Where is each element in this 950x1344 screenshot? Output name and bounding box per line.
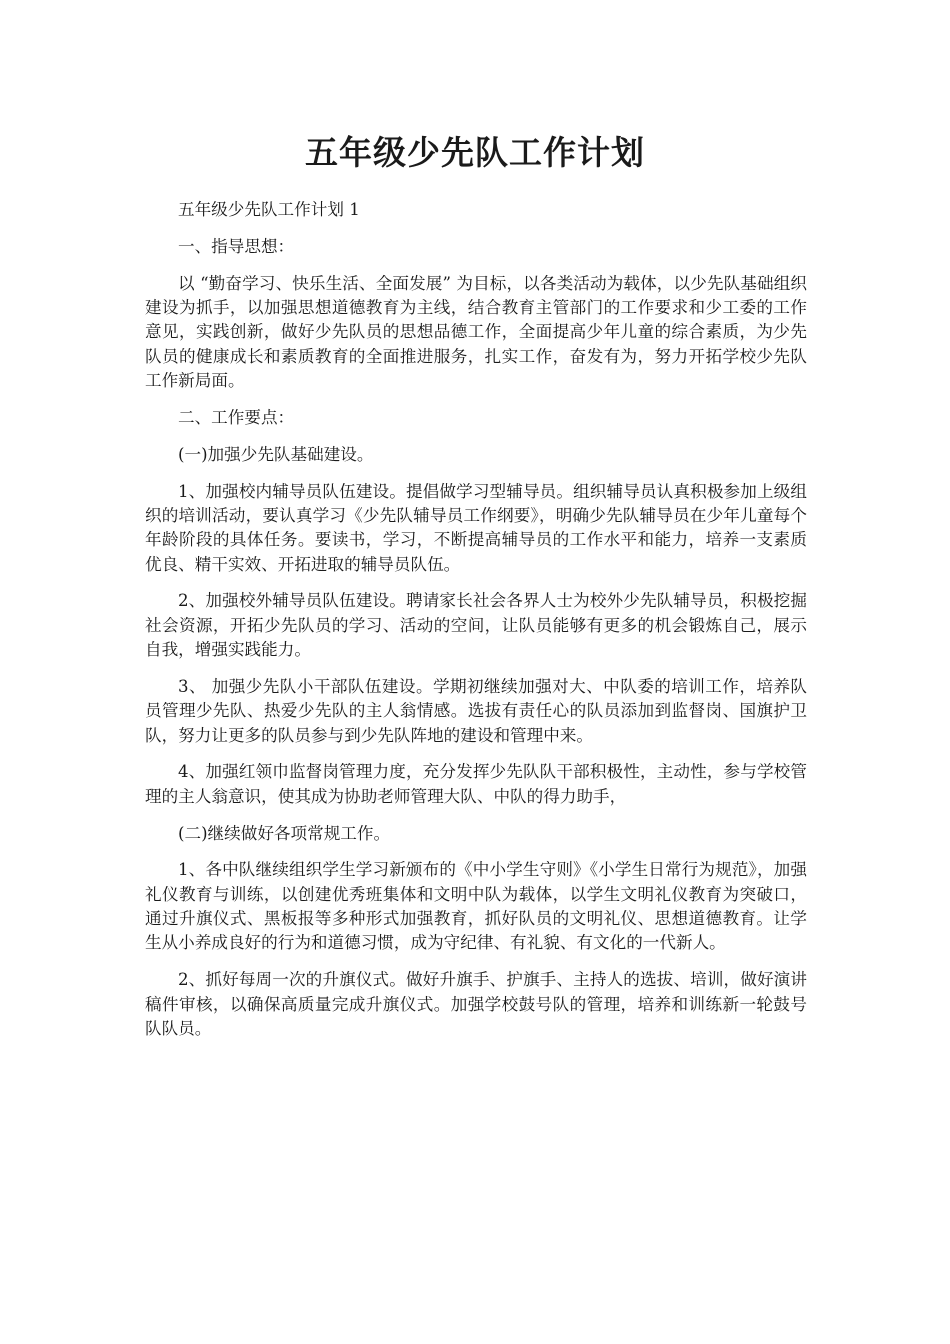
paragraph-subsection-foundation: (一)加强少先队基础建设。 [178,444,374,464]
document-title: 五年级少先队工作计划 [305,133,645,172]
paragraph-item-3: 3、 加强少先队小干部队伍建设。学期初继续加强对大、中队委的培训工作，培养队员管理少先队、热爱少先队的主人翁情感。选拔有责任心的队员添加到监督岗、国旗护卫队，努力让更多的队员参与到少先队阵地的建设和管理中来。 [145,676,807,745]
paragraph-guiding-thought-text: 以 “勤奋学习、快乐生活、全面发展” 为目标，以各类活动为载体，以少先队基础组织建设为抓手，以加强思想道德教育为主线，结合教育主管部门的工作要求和少工委的工作意见，实践创新，做好少先队员的思想品德工作，全面提高少年儿童的综合素质，为少先队员的健康成长和素质教育的全面推进服务，扎实工作，奋发有为，努力开拓学校少先队工作新局面。 [145,273,807,390]
document-body [145,198,807,1054]
paragraph-item-2: 2、加强校外辅导员队伍建设。聘请家长社会各界人士为校外少先队辅导员，积极挖掘社会资源，开拓少先队员的学习、活动的空间，让队员能够有更多的机会锻炼自己，展示自我，增强实践能力。 [145,591,807,660]
paragraph-section-work-points: 二、工作要点： [178,407,295,427]
paragraph-section-guiding-thought: 一、指导思想： [178,236,295,256]
paragraph-plan-heading: 五年级少先队工作计划 1 [178,200,360,219]
paragraph-subsection-routine: (二)继续做好各项常规工作。 [178,823,391,843]
paragraph-routine-item-2: 2、抓好每周一次的升旗仪式。做好升旗手、护旗手、主持人的选拔、培训，做好演讲稿件审核，以确保高质量完成升旗仪式。加强学校鼓号队的管理，培养和训练新一轮鼓号队队员。 [145,970,807,1038]
paragraph-item-4: 4、加强红领巾监督岗管理力度，充分发挥少先队队干部积极性，主动性，参与学校管理的主人翁意识，使其成为协助老师管理大队、中队的得力助手， [145,762,807,806]
paragraph-item-1: 1、加强校内辅导员队伍建设。提倡做学习型辅导员。组织辅导员认真积极参加上级组织的培训活动，要认真学习《少先队辅导员工作纲要》，明确少先队辅导员在少年儿童每个年龄阶段的具体任务。要读书，学习，不断提高辅导员的工作水平和能力，培养一支素质优良、精干实效、开拓进取的辅导员队伍。 [145,481,807,574]
paragraph-routine-item-1: 1、各中队继续组织学生学习新颁布的《中小学生守则》《小学生日常行为规范》，加强礼仪教育与训练，以创建优秀班集体和文明中队为载体，以学生文明礼仪教育为突破口，通过升旗仪式、黑板报等多种形式加强教育，抓好队员的文明礼仪、思想道德教育。让学生从小养成良好的行为和道德习惯，成为守纪律、有礼貌、有文化的一代新人。 [145,860,807,953]
